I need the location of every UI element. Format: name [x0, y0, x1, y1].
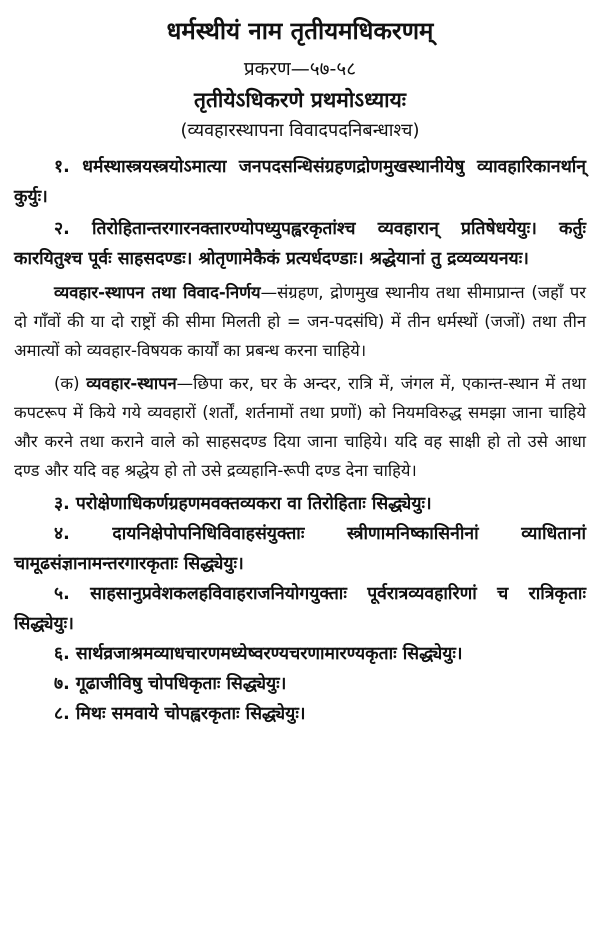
sutra-7: ७. गूढाजीविषु चोपधिकृताः सिद्ध्येयुः। [54, 674, 287, 694]
commentary-paragraph-1 [14, 278, 586, 365]
sutra-2: २. तिरोहितान्तरगारनक्तारण्योपध्युपह्वरकृतांश्च व्यवहारान् प्रतिषेधयेयुः। कर्तुः कारयितुश्च पूर्वः साहसदण्डः। श्रोतृणामेकैकं प्रत्यर्धदण्डाः। श्रद्धेयानां तु द्रव्यव्ययनयः। [14, 219, 586, 269]
chapter-subtitle: (व्यवहारस्थापना विवादपदनिबन्धाश्च) [180, 120, 420, 141]
section-title: धर्मस्थीयं नाम तृतीयमधिकरणम् [166, 17, 434, 45]
commentary-prefix: (क) [54, 374, 87, 393]
sutra-4: ४. दायनिक्षेपोपनिधिविवाहसंयुक्ताः स्त्रीणामनिष्कासिनीनां व्याधितानां चामूढसंज्ञानामन्तरगारकृताः सिद्ध्येयुः। [14, 524, 586, 574]
commentary-text: —संग्रहण, द्रोणमुख स्थानीय तथा सीमाप्रान्त (जहाँ पर दो गाँवों की या दो राष्ट्रों की सीमा मिलती हो = जन-पदसंघि) में तीन धर्मस्थों (जजों) तथा तीन अमात्यों को व्यवहार-विषयक कार्यों का प्रबन्ध करना चाहिये। [14, 283, 586, 360]
sutra-1: १. धर्मस्थास्त्रयस्त्रयोऽमात्या जनपदसन्धिसंग्रहणद्रोणमुखस्थानीयेषु व्यावहारिकानर्थान् कुर्युः। [14, 157, 586, 207]
sutra-6: ६. सार्थव्रजाश्रमव्याधचारणमध्येष्वरण्यचरणामारण्यकृताः सिद्ध्येयुः। [54, 644, 463, 664]
sutra-3: ३. परोक्षेणाधिकर्णग्रहणमवक्तव्यकरा वा तिरोहिताः सिद्ध्येयुः। [54, 494, 432, 514]
commentary-paragraph-2 [14, 369, 586, 485]
commentary-term: व्यवहार-स्थापन तथा विवाद-निर्णय [54, 283, 261, 302]
commentary-text: —छिपा कर, घर के अन्दर, रात्रि में, जंगल में, एकान्त-स्थान में तथा कपटरूप में किये गये व्यवहारों (शर्तों, शर्तनामों तथा प्रणों) को नियमविरुद्ध समझा जाना चाहिये और करने तथा कराने वाले को साहसदण्ड दिया जाना चाहिये। यदि वह साक्षी हो तो उसे आधा दण्ड और यदि वह श्रद्धेय हो तो उसे द्रव्यहानि-रूपी दण्ड देना चाहिये। [14, 374, 586, 480]
prakarana-number: प्रकरण—५७-५८ [243, 58, 357, 80]
chapter-heading: तृतीयेऽधिकरणे प्रथमोऽध्यायः [193, 88, 407, 112]
sutra-8: ८. मिथः समवाये चोपह्वरकृताः सिद्ध्येयुः। [54, 704, 306, 724]
sutra-5: ५. साहसानुप्रवेशकलहविवाहराजनियोगयुक्ताः पूर्वरात्रव्यवहारिणां च रात्रिकृताः सिद्ध्येयुः। [14, 584, 586, 634]
commentary-term: व्यवहार-स्थापन [86, 374, 177, 393]
sutra-list [14, 489, 586, 729]
